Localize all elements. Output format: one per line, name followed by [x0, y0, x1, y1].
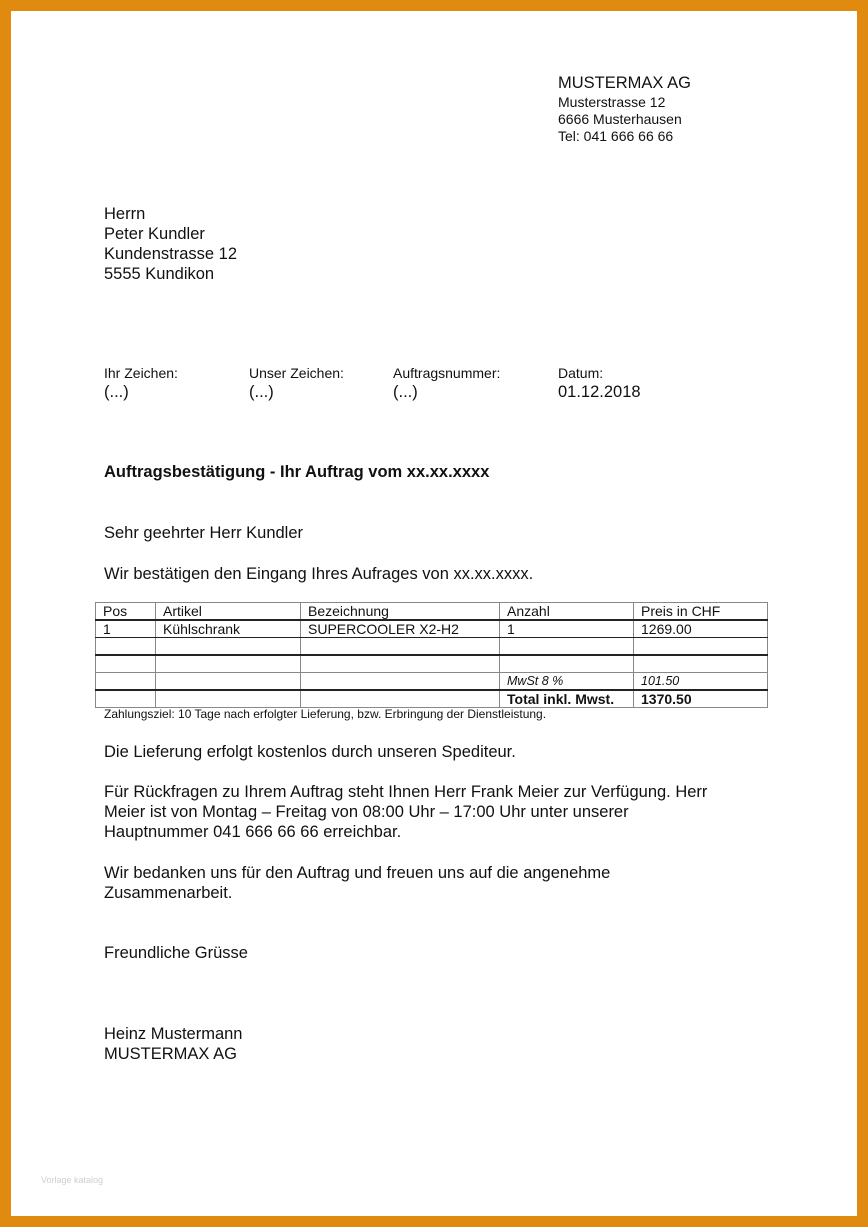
cell-pos: 1: [96, 620, 156, 638]
watermark: Vorlage katalog: [41, 1175, 104, 1185]
ref-value-unser-zeichen: (...): [249, 383, 274, 401]
total-value: 1370.50: [634, 690, 768, 708]
table-row-empty: [96, 638, 768, 656]
ref-label-unser-zeichen: Unser Zeichen:: [249, 365, 344, 381]
header-pos: Pos: [96, 603, 156, 621]
recipient-street: Kundenstrasse 12: [104, 245, 238, 263]
cell-anzahl: 1: [500, 620, 634, 638]
delivery-text: Die Lieferung erfolgt kostenlos durch unseren Spediteur.: [104, 743, 516, 761]
letter-page: [11, 11, 857, 1216]
sender-city: 6666 Musterhausen: [558, 111, 682, 127]
cell-bezeichnung: SUPERCOOLER X2-H2: [301, 620, 500, 638]
table-header-row: [96, 603, 768, 621]
contact-text-line-2: Meier ist von Montag – Freitag von 08:00 Uhr – 17:00 Uhr unter unserer: [104, 803, 629, 821]
header-bezeichnung: Bezeichnung: [301, 603, 500, 621]
payment-terms-note: Zahlungsziel: 10 Tage nach erfolgter Lieferung, bzw. Erbringung der Dienstleistung.: [104, 707, 547, 721]
ref-label-datum: Datum:: [558, 365, 604, 381]
header-preis: Preis in CHF: [634, 603, 768, 621]
letter-subject: Auftragsbestätigung - Ihr Auftrag vom xx.xx.xxxx: [104, 463, 490, 481]
sender-company: MUSTERMAX AG: [558, 74, 691, 92]
contact-text-line-1: Für Rückfragen zu Ihrem Auftrag steht Ihnen Herr Frank Meier zur Verfügung. Herr: [104, 783, 708, 801]
ref-value-ihr-zeichen: (...): [104, 383, 129, 401]
sender-street: Musterstrasse 12: [558, 94, 666, 110]
vat-value: 101.50: [634, 673, 768, 691]
table-row-empty: [96, 655, 768, 673]
sender-phone: Tel: 041 666 66 66: [558, 128, 674, 144]
ref-label-auftragsnummer: Auftragsnummer:: [393, 365, 501, 381]
closing: Freundliche Grüsse: [104, 944, 248, 962]
ref-value-auftragsnummer: (...): [393, 383, 418, 401]
ref-value-datum: 01.12.2018: [558, 383, 641, 401]
intro-text: Wir bestätigen den Eingang Ihres Aufrages von xx.xx.xxxx.: [104, 565, 534, 583]
total-row: [96, 690, 768, 708]
contact-text-line-3: Hauptnummer 041 666 66 66 erreichbar.: [104, 823, 402, 841]
order-items-table: [95, 602, 768, 708]
recipient-name: Peter Kundler: [104, 225, 205, 243]
header-anzahl: Anzahl: [500, 603, 634, 621]
signature-company: MUSTERMAX AG: [104, 1045, 237, 1063]
table-row: [96, 620, 768, 638]
cell-artikel: Kühlschrank: [156, 620, 301, 638]
recipient-city: 5555 Kundikon: [104, 265, 215, 283]
cell-preis: 1269.00: [634, 620, 768, 638]
recipient-salutation: Herrn: [104, 205, 146, 223]
total-label: Total inkl. Mwst.: [500, 690, 634, 708]
vat-row: [96, 673, 768, 691]
thanks-text-line-1: Wir bedanken uns für den Auftrag und freuen uns auf die angenehme: [104, 864, 611, 882]
vat-label: MwSt 8 %: [500, 673, 634, 691]
signature-name: Heinz Mustermann: [104, 1025, 243, 1043]
thanks-text-line-2: Zusammenarbeit.: [104, 884, 233, 902]
header-artikel: Artikel: [156, 603, 301, 621]
ref-label-ihr-zeichen: Ihr Zeichen:: [104, 365, 178, 381]
greeting: Sehr geehrter Herr Kundler: [104, 524, 304, 542]
